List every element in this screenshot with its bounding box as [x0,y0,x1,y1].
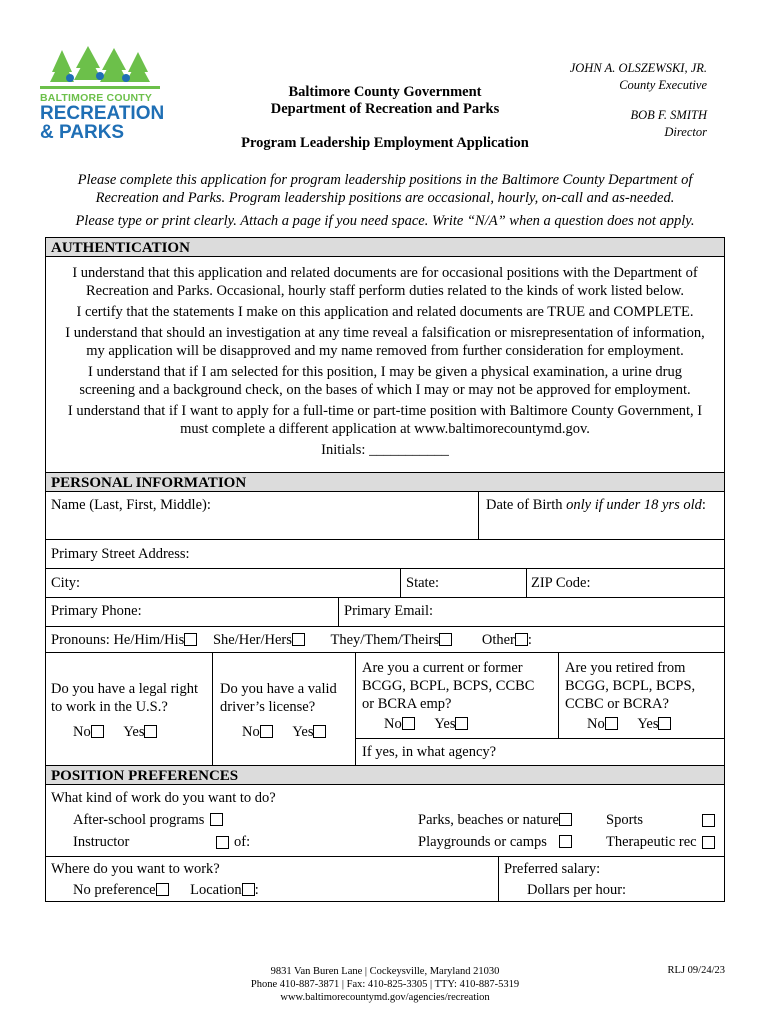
bcgg-no-checkbox[interactable] [402,717,415,730]
city-field[interactable]: City: [51,575,81,591]
email-field[interactable]: Primary Email: [344,603,433,619]
name-field[interactable]: Name (Last, First, Middle): [51,497,211,513]
logo-line3: & PARKS [40,122,125,143]
auth-p3a: I understand that should an investigation at any time reveal a falsification or misrepresentation of information, [65,325,705,341]
initials-field[interactable]: Initials: ___________ [321,442,449,458]
state-field[interactable]: State: [406,575,440,591]
legal-no-label: No [73,724,91,740]
intro-line3: Please type or print clearly. Attach a page if you need space. Write “N/A” when a question does not apply. [75,213,695,229]
dob-field[interactable] [486,497,706,514]
auth-p4b: screening and a background check, on the bases of which I may or may not be approved for employment. [79,382,691,398]
legal-yes-checkbox[interactable] [144,725,157,738]
retired-yes-checkbox[interactable] [658,717,671,730]
auth-p3b: my application will be disapproved and my name removed from further consideration for employment. [86,343,684,359]
location-checkbox[interactable] [242,883,255,896]
agency-field[interactable]: If yes, in what agency? [362,744,497,760]
parks-checkbox[interactable] [559,813,572,826]
pronoun-she-checkbox[interactable] [292,633,305,646]
therapeutic-label: Therapeutic rec [606,834,697,850]
pronoun-other-colon: : [527,632,532,648]
logo-line2: RECREATION [40,103,165,124]
work-question: What kind of work do you want to do? [51,790,276,806]
director-title: Director [664,125,707,139]
auth-p1b: Recreation and Parks. Occasional, hourly staff perform duties related to the kinds of work listed below. [86,283,684,299]
after-school-label: After-school programs [73,812,205,828]
auth-p2: I certify that the statements I make on this application and related documents are TRUE and COMPLETE. [76,304,694,320]
position-preferences-heading: POSITION PREFERENCES [46,765,724,785]
department-name: Department of Recreation and Parks [270,101,500,117]
footer-website[interactable]: www.baltimorecountymd.gov/agencies/recreation [280,992,490,1003]
where-question: Where do you want to work? [51,861,220,877]
therapeutic-checkbox[interactable] [702,836,715,849]
dob-colon: : [701,497,706,513]
legal-work-question-l1: Do you have a legal right [51,681,198,697]
pronoun-she-label: She/Her/Hers [212,632,292,648]
instructor-checkbox[interactable] [216,836,229,849]
location-label: Location [190,882,242,898]
org-name: Baltimore County Government [288,84,482,100]
bcgg-question-l2: BCGG, BCPL, BCPS, CCBC [362,678,535,694]
bcgg-question-l3: or BCRA emp? [362,696,452,712]
logo-line1: BALTIMORE COUNTY [40,92,153,104]
zip-field[interactable]: ZIP Code: [531,575,591,591]
retired-yes-label: Yes [637,716,659,732]
playgrounds-label: Playgrounds or camps [418,834,547,850]
dob-qualifier: only if under 18 yrs old [566,497,702,513]
pronoun-other-label: Other [481,632,515,648]
retired-no-checkbox[interactable] [605,717,618,730]
personal-info-heading: PERSONAL INFORMATION [46,472,724,492]
playgrounds-checkbox[interactable] [559,835,572,848]
bcgg-yes-checkbox[interactable] [455,717,468,730]
bcgg-yes-label: Yes [434,716,456,732]
parks-label: Parks, beaches or nature [418,812,559,828]
license-question-l1: Do you have a valid [220,681,337,697]
pronoun-they-checkbox[interactable] [439,633,452,646]
pronoun-they-label: They/Them/Theirs [330,632,440,648]
instructor-label: Instructor [73,834,130,850]
legal-yes-label: Yes [123,724,145,740]
exec-title: County Executive [619,78,707,92]
dob-label: Date of Birth [486,497,567,513]
preferred-salary-label: Preferred salary: [504,861,601,877]
pronoun-he-checkbox[interactable] [184,633,197,646]
license-yes-label: Yes [292,724,314,740]
legal-no-checkbox[interactable] [91,725,104,738]
pronouns-row [51,632,721,649]
auth-p5b: must complete a different application at www.baltimorecountymd.gov. [180,421,590,437]
retired-question-l3: CCBC or BCRA? [565,696,669,712]
license-no-checkbox[interactable] [260,725,273,738]
license-yes-checkbox[interactable] [313,725,326,738]
agency-logo [40,42,165,143]
intro-line2: Recreation and Parks. Program leadership positions are occasional, hourly, on-call and as-needed. [95,190,675,206]
auth-p4a: I understand that if I am selected for this position, I may be given a physical examination, a urine drug [88,364,682,380]
bcgg-question-l1: Are you a current or former [362,660,523,676]
retired-question-l1: Are you retired from [565,660,686,676]
no-preference-label: No preference [73,882,156,898]
director-name: BOB F. SMITH [630,108,707,122]
dollars-per-hour-field[interactable]: Dollars per hour: [527,882,627,898]
retired-question-l2: BCGG, BCPL, BCPS, [565,678,696,694]
bcgg-no-label: No [384,716,402,732]
auth-p5a: I understand that if I want to apply for a full-time or part-time position with Baltimore County Government, I [67,403,703,419]
pronoun-other-checkbox[interactable] [515,633,528,646]
no-preference-checkbox[interactable] [156,883,169,896]
instructor-of-field[interactable]: of: [234,834,251,850]
intro-line1: Please complete this application for program leadership positions in the Baltimore County Department of [77,172,693,188]
street-address-field[interactable]: Primary Street Address: [51,546,190,562]
form-title: Program Leadership Employment Application [241,135,529,151]
license-question-l2: driver’s license? [220,699,316,715]
after-school-checkbox[interactable] [210,813,223,826]
sports-checkbox[interactable] [702,814,715,827]
legal-work-question-l2: to work in the U.S.? [51,699,168,715]
auth-p1a: I understand that this application and related documents are for occasional positions with the Department of [72,265,698,281]
exec-name: JOHN A. OLSZEWSKI, JR. [569,61,707,75]
footer-phones: Phone 410-887-3871 | Fax: 410-825-3305 | TTY: 410-887-5319 [250,979,520,990]
form-code: RLJ 09/24/23 [667,965,725,976]
license-no-label: No [242,724,260,740]
trees-icon [40,42,160,94]
authentication-heading: AUTHENTICATION [46,237,724,257]
footer-address: 9831 Van Buren Lane | Cockeysville, Maryland 21030 [270,966,500,977]
pronoun-he-label: Pronouns: He/Him/His [51,632,185,648]
phone-field[interactable]: Primary Phone: [51,603,142,619]
sports-label: Sports [606,812,644,828]
retired-no-label: No [587,716,605,732]
location-colon[interactable]: : [254,882,259,898]
